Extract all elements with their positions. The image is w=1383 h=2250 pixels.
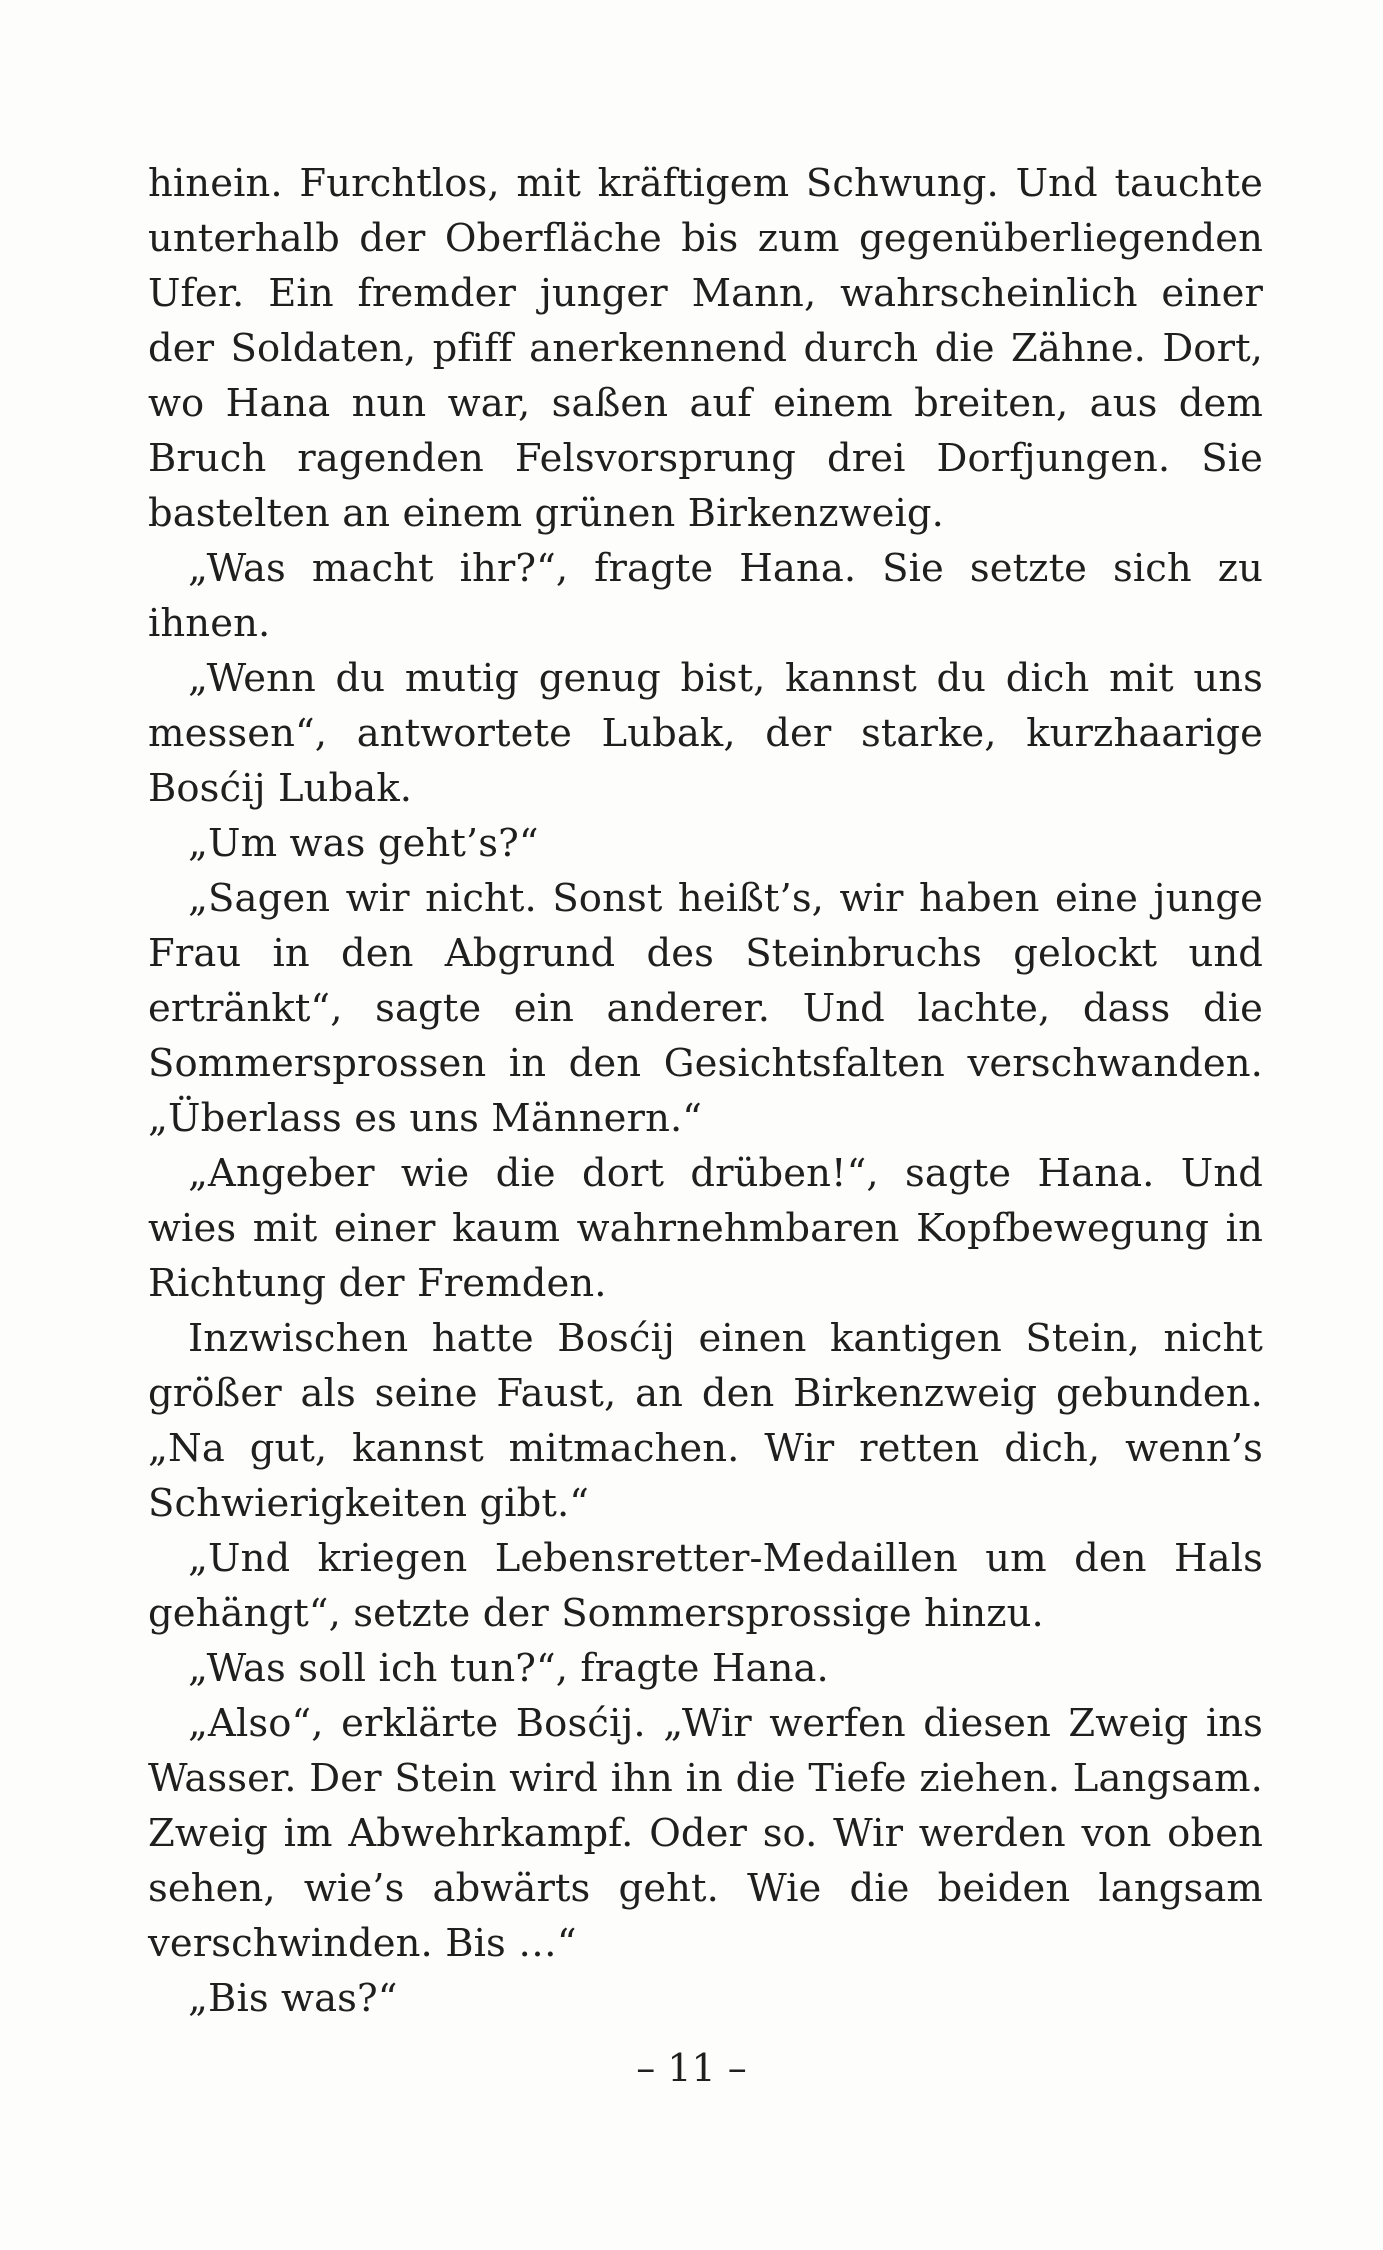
- body-text: [148, 156, 1263, 2026]
- page-number: – 11 –: [636, 2046, 747, 2090]
- paragraph-1: hinein. Furchtlos, mit kräftigem Schwung. Und tauchte unterhalb der Oberfläche bis zum gegenüberliegenden Ufer. Ein fremder junger Mann, wahrscheinlich einer der Soldaten, pfiff anerkennend durch die Zähne. Dort, wo Hana nun war, saßen auf einem breiten, aus dem Bruch ragenden Felsvorsprung drei Dorfjungen. Sie bastelten an einem grünen Birkenzweig.: [148, 161, 1263, 536]
- paragraph-8: „Und kriegen Lebensretter-Medaillen um den Hals gehängt“, setzte der Sommersprossige hinzu.: [148, 1536, 1263, 1636]
- paragraph-4: „Um was geht’s?“: [188, 821, 539, 866]
- paragraph-11: „Bis was?“: [188, 1976, 398, 2021]
- paragraph-2: „Was macht ihr?“, fragte Hana. Sie setzte sich zu ihnen.: [148, 546, 1263, 646]
- paragraph-7: Inzwischen hatte Bosćij einen kantigen Stein, nicht größer als seine Faust, an den Birkenzweig gebunden. „Na gut, kannst mitmachen. Wir retten dich, wenn’s Schwierigkeiten gibt.“: [148, 1316, 1263, 1526]
- paragraph-10: „Also“, erklärte Bosćij. „Wir werfen diesen Zweig ins Wasser. Der Stein wird ihn in die Tiefe ziehen. Langsam. Zweig im Abwehrkampf. Oder so. Wir werden von oben sehen, wie’s abwärts geht. Wie die beiden langsam verschwinden. Bis …“: [148, 1701, 1263, 1966]
- paragraph-3: „Wenn du mutig genug bist, kannst du dich mit uns messen“, antwortete Lubak, der starke, kurzhaarige Bosćij Lubak.: [148, 656, 1263, 811]
- paragraph-9: „Was soll ich tun?“, fragte Hana.: [188, 1646, 829, 1691]
- paragraph-6: „Angeber wie die dort drüben!“, sagte Hana. Und wies mit einer kaum wahrnehmbaren Kopfbewegung in Richtung der Fremden.: [148, 1151, 1263, 1306]
- paragraph-5: „Sagen wir nicht. Sonst heißt’s, wir haben eine junge Frau in den Abgrund des Steinbruchs gelockt und ertränkt“, sagte ein anderer. Und lachte, dass die Sommersprossen in den Gesichtsfalten verschwanden. „Überlass es uns Männern.“: [148, 876, 1263, 1141]
